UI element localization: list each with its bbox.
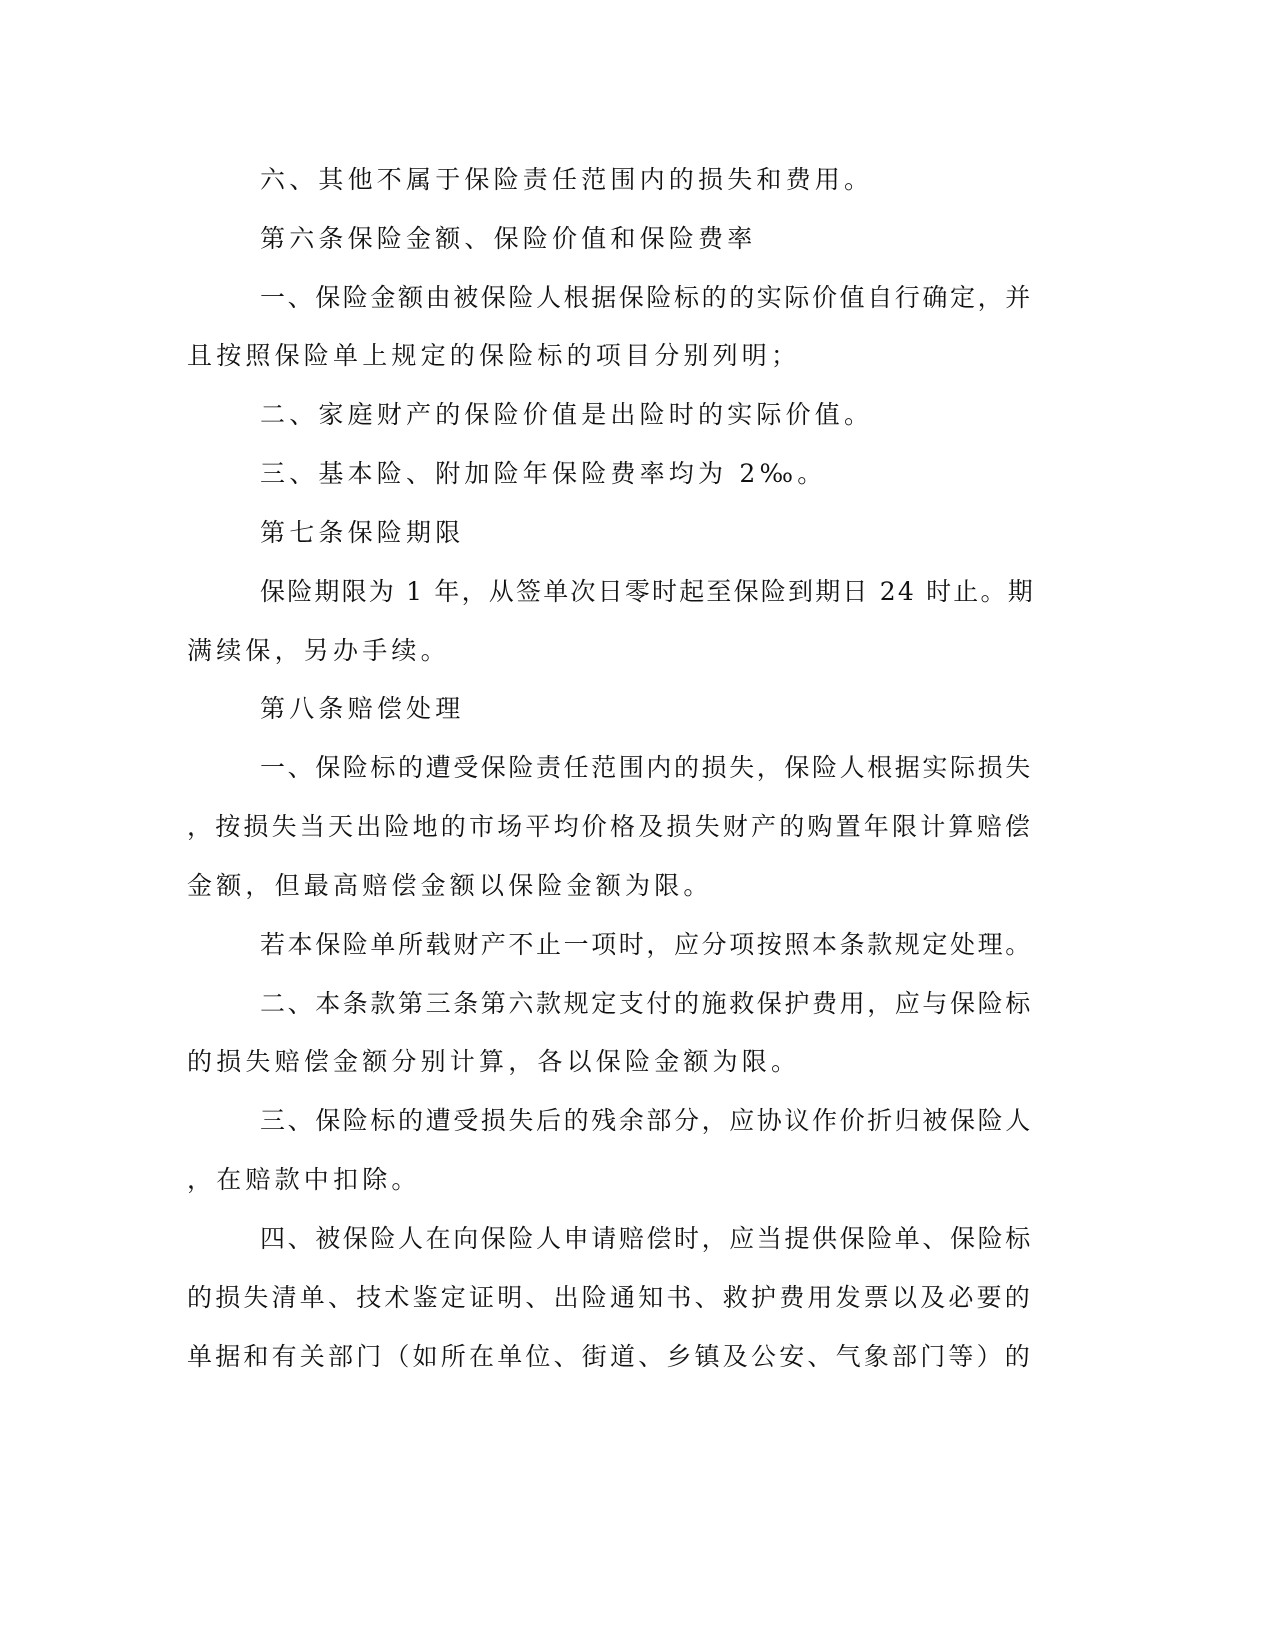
paragraph-line: 的损失清单、技术鉴定证明、出险通知书、救护费用发票以及必要的: [187, 1283, 1034, 1312]
paragraph-line: 的损失赔偿金额分别计算，各以保险金额为限。: [187, 1047, 801, 1076]
paragraph-line: ，按损失当天出险地的市场平均价格及损失财产的购置年限计算赔偿: [187, 812, 1034, 841]
paragraph-line: 二、本条款第三条第六款规定支付的施救保护费用，应与保险标: [260, 989, 1033, 1018]
section-heading: 第八条赔偿处理: [260, 694, 465, 723]
paragraph-line: 一、保险标的遭受保险责任范围内的损失，保险人根据实际损失: [260, 753, 1033, 782]
paragraph-line: 三、基本险、附加险年保险费率均为 2‰。: [260, 459, 827, 488]
paragraph-line: 三、保险标的遭受损失后的残余部分，应协议作价折归被保险人: [260, 1106, 1033, 1135]
paragraph-line: 四、被保险人在向保险人申请赔偿时，应当提供保险单、保险标: [260, 1224, 1033, 1253]
paragraph-line: 且按照保险单上规定的保险标的项目分别列明；: [187, 341, 801, 370]
section-heading: 第六条保险金额、保险价值和保险费率: [260, 224, 757, 253]
paragraph-line: 保险期限为 1 年，从签单次日零时起至保险到期日 24 时止。期: [260, 577, 1035, 606]
paragraph-line: 二、家庭财产的保险价值是出险时的实际价值。: [260, 400, 874, 429]
paragraph-line: 金额，但最高赔偿金额以保险金额为限。: [187, 871, 713, 900]
paragraph-line: ，在赔款中扣除。: [187, 1165, 421, 1194]
paragraph-line: 六、其他不属于保险责任范围内的损失和费用。: [260, 165, 874, 194]
paragraph-line: 单据和有关部门（如所在单位、街道、乡镇及公安、气象部门等）的: [187, 1342, 1034, 1371]
section-heading: 第七条保险期限: [260, 518, 465, 547]
paragraph-line: 若本保险单所载财产不止一项时，应分项按照本条款规定处理。: [260, 930, 1033, 959]
paragraph-line: 一、保险金额由被保险人根据保险标的的实际价值自行确定，并: [260, 283, 1033, 312]
paragraph-line: 满续保，另办手续。: [187, 636, 450, 665]
